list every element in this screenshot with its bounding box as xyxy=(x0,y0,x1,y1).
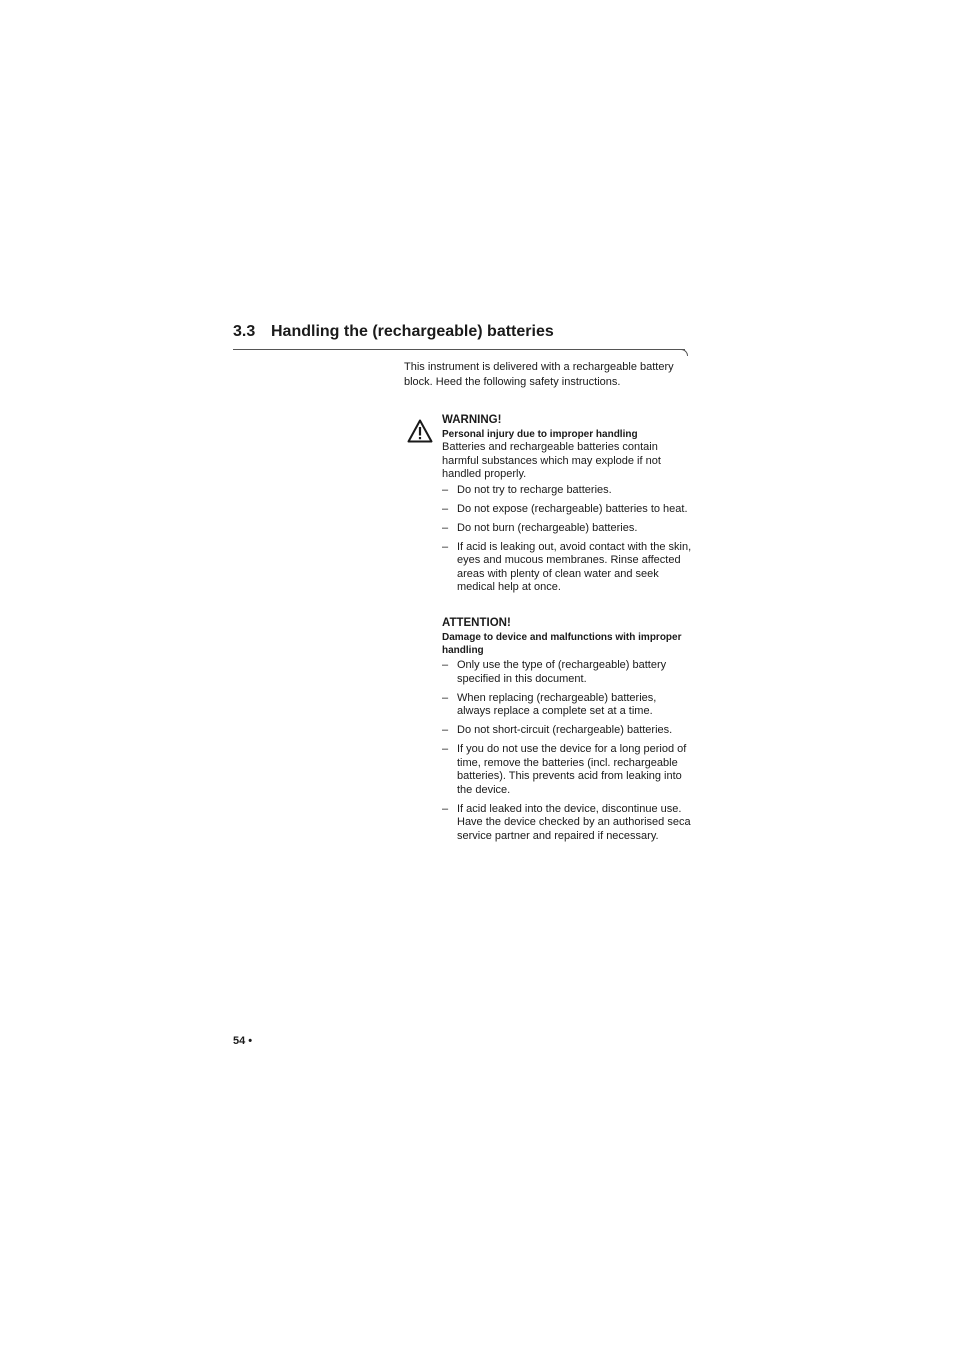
list-item: – When replacing (rechargeable) batteries, always replace a complete set at a time. xyxy=(442,692,692,719)
list-item: – If acid is leaking out, avoid contact with the skin, eyes and mucous membranes. Rinse affected areas with plenty of clean water and seek medical help at once. xyxy=(442,541,692,595)
attention-signal-word: ATTENTION! xyxy=(442,617,511,629)
list-item: – If acid leaked into the device, discontinue use. Have the device checked by an authorised seca service partner and repaired if necessary. xyxy=(442,803,692,844)
section-title: Handling the (rechargeable) batteries xyxy=(271,323,554,340)
warning-heading: Personal injury due to improper handling xyxy=(442,429,638,440)
warning-list xyxy=(442,484,692,595)
section-rule xyxy=(233,349,685,350)
attention-heading: Damage to device and malfunctions with improper handling xyxy=(442,632,682,656)
section-heading xyxy=(233,323,554,341)
section-number: 3.3 xyxy=(233,323,256,340)
list-item: – Do not burn (rechargeable) batteries. xyxy=(442,522,692,536)
attention-block xyxy=(442,616,692,849)
list-item: – Do not expose (rechargeable) batteries to heat. xyxy=(442,503,692,517)
warning-block xyxy=(442,413,692,600)
warning-triangle-icon xyxy=(407,419,433,443)
list-item: – Only use the type of (rechargeable) battery specified in this document. xyxy=(442,659,692,686)
warning-signal-word: WARNING! xyxy=(442,414,502,426)
list-item: – Do not short-circuit (rechargeable) batteries. xyxy=(442,724,692,738)
list-item: – If you do not use the device for a long period of time, remove the batteries (incl. rechargeable batteries). This prevents acid from leaking into the device. xyxy=(442,743,692,797)
attention-list xyxy=(442,659,692,843)
list-item: – Do not try to recharge batteries. xyxy=(442,484,692,498)
section-rule-corner xyxy=(678,349,688,356)
intro-paragraph: This instrument is delivered with a rechargeable battery block. Heed the following safety instructions. xyxy=(404,361,674,388)
page-number: 54 • xyxy=(233,1035,253,1047)
warning-text: Batteries and rechargeable batteries contain harmful substances which may explode if not handled properly. xyxy=(442,441,661,480)
